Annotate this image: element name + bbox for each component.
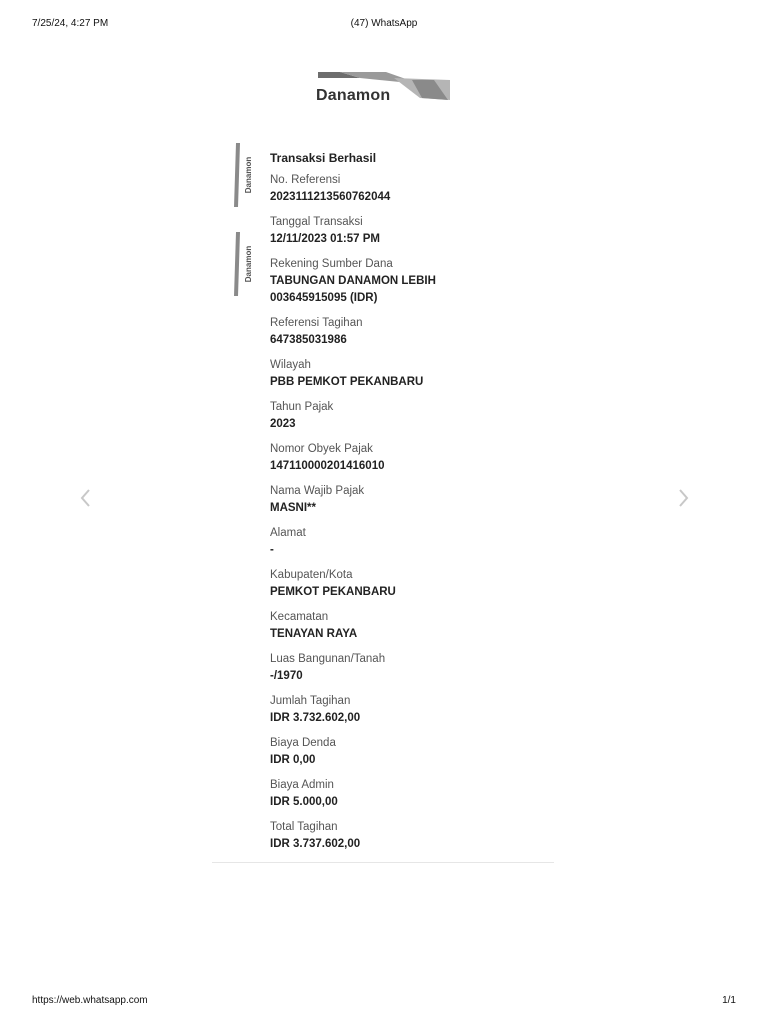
field-label: Nomor Obyek Pajak xyxy=(270,443,373,455)
field-tax-object-number xyxy=(270,441,550,475)
field-label: Kecamatan xyxy=(270,611,329,623)
field-reference-number xyxy=(270,172,550,206)
field-transaction-date xyxy=(270,214,550,248)
print-header xyxy=(0,18,768,32)
field-value: 12/11/2023 01:57 PM xyxy=(270,233,380,245)
field-value: -/1970 xyxy=(270,670,303,682)
field-value: PBB PEMKOT PEKANBARU xyxy=(270,376,424,388)
danamon-logo-text: Danamon xyxy=(316,87,391,104)
field-label: Biaya Denda xyxy=(270,737,336,749)
field-tax-year xyxy=(270,399,550,433)
field-value: 647385031986 xyxy=(270,334,347,346)
field-label: Jumlah Tagihan xyxy=(270,695,351,707)
print-url: https://web.whatsapp.com xyxy=(32,995,148,1006)
print-page-number: 1/1 xyxy=(722,995,736,1006)
field-value: MASNI** xyxy=(270,502,317,514)
field-value-account-number: 003645915095 (IDR) xyxy=(270,292,378,304)
field-district xyxy=(270,609,550,643)
chevron-right-icon[interactable] xyxy=(673,486,693,510)
field-penalty-fee xyxy=(270,735,550,769)
field-value: PEMKOT PEKANBARU xyxy=(270,586,396,598)
field-total-bill xyxy=(270,819,550,853)
watermark-text: Danamon xyxy=(244,156,253,194)
field-value: IDR 5.000,00 xyxy=(270,796,338,808)
danamon-logo xyxy=(316,70,452,110)
field-label: Wilayah xyxy=(270,359,311,371)
field-label: Alamat xyxy=(270,527,306,539)
field-label: Rekening Sumber Dana xyxy=(270,258,393,270)
field-source-account xyxy=(270,256,550,307)
field-label: Luas Bangunan/Tanah xyxy=(270,653,386,665)
receipt-title: Transaksi Berhasil xyxy=(270,151,377,165)
field-value: 2023 xyxy=(270,418,296,430)
side-watermark xyxy=(232,143,252,207)
field-label: Tanggal Transaksi xyxy=(270,216,363,228)
field-label: Kabupaten/Kota xyxy=(270,569,353,581)
field-value: TENAYAN RAYA xyxy=(270,628,358,640)
field-region xyxy=(270,357,550,391)
field-taxpayer-name xyxy=(270,483,550,517)
field-address xyxy=(270,525,550,559)
side-watermark xyxy=(232,232,252,296)
field-label: Biaya Admin xyxy=(270,779,334,791)
print-datetime: 7/25/24, 4:27 PM xyxy=(32,18,109,29)
field-value: 147110000201416010 xyxy=(270,460,385,472)
field-value: IDR 3.737.602,00 xyxy=(270,838,361,850)
receipt-divider xyxy=(212,862,554,863)
chevron-left-icon[interactable] xyxy=(76,486,96,510)
print-footer xyxy=(0,995,768,1009)
field-label: Referensi Tagihan xyxy=(270,317,363,329)
print-page-title: (47) WhatsApp xyxy=(350,18,418,29)
field-value: - xyxy=(270,544,274,556)
field-value: IDR 0,00 xyxy=(270,754,316,766)
field-label: Tahun Pajak xyxy=(270,401,334,413)
transaction-receipt xyxy=(270,148,550,861)
field-value: 2023111213560762044 xyxy=(270,191,391,203)
field-value: IDR 3.732.602,00 xyxy=(270,712,361,724)
field-regency-city xyxy=(270,567,550,601)
watermark-text: Danamon xyxy=(244,245,253,283)
field-label: Nama Wajib Pajak xyxy=(270,485,365,497)
field-building-land-area xyxy=(270,651,550,685)
field-bill-reference xyxy=(270,315,550,349)
field-admin-fee xyxy=(270,777,550,811)
field-label: No. Referensi xyxy=(270,174,341,186)
field-label: Total Tagihan xyxy=(270,821,338,833)
field-value: TABUNGAN DANAMON LEBIH xyxy=(270,275,436,287)
field-bill-amount xyxy=(270,693,550,727)
